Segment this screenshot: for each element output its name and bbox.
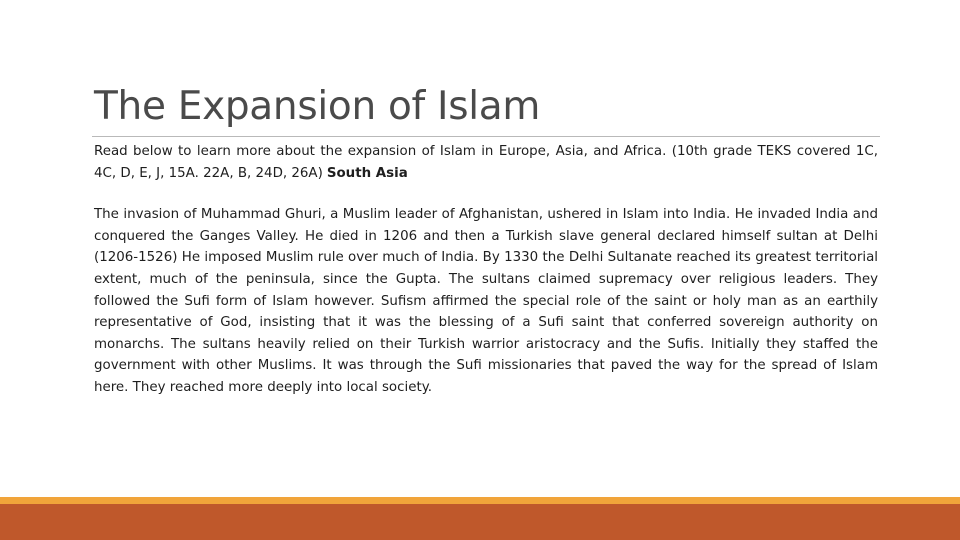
intro-text: Read below to learn more about the expansion of Islam in Europe, Asia, and Africa. (10th grade TEKS covered 1C, 4C, D, E, J, 15A. 22A, B, 24D, 26A): [94, 144, 878, 181]
bottom-accent-stripe: [0, 497, 960, 504]
intro-paragraph: [94, 141, 878, 184]
slide-content: [94, 141, 878, 399]
section-label: South Asia: [326, 165, 408, 181]
body-paragraph: The invasion of Muhammad Ghuri, a Muslim leader of Afghanistan, ushered in Islam into India. He invaded India and conquered the Ganges Valley. He died in 1206 and then a Turkish slave general declared himself sultan at Delhi (1206-1526) He imposed Muslim rule over much of India. By 1330 the Delhi Sultanate reached its greatest territorial extent, much of the peninsula, since the Gupta. The sultans claimed supremacy over religious leaders. They followed the Sufi form of Islam however. Sufism affirmed the special role of the saint or holy man as an earthily representative of God, insisting that it was the blessing of a Sufi saint that conferred sovereign authority on monarchs. The sultans heavily relied on their Turkish warrior aristocracy and the Sufis. Initially they staffed the government with other Muslims. It was through the Sufi missionaries that paved the way for the spread of Islam here. They reached more deeply into local society.: [94, 207, 878, 395]
title-divider: [92, 136, 880, 137]
bottom-bar: [0, 504, 960, 540]
slide-title: The Expansion of Islam: [94, 84, 541, 129]
